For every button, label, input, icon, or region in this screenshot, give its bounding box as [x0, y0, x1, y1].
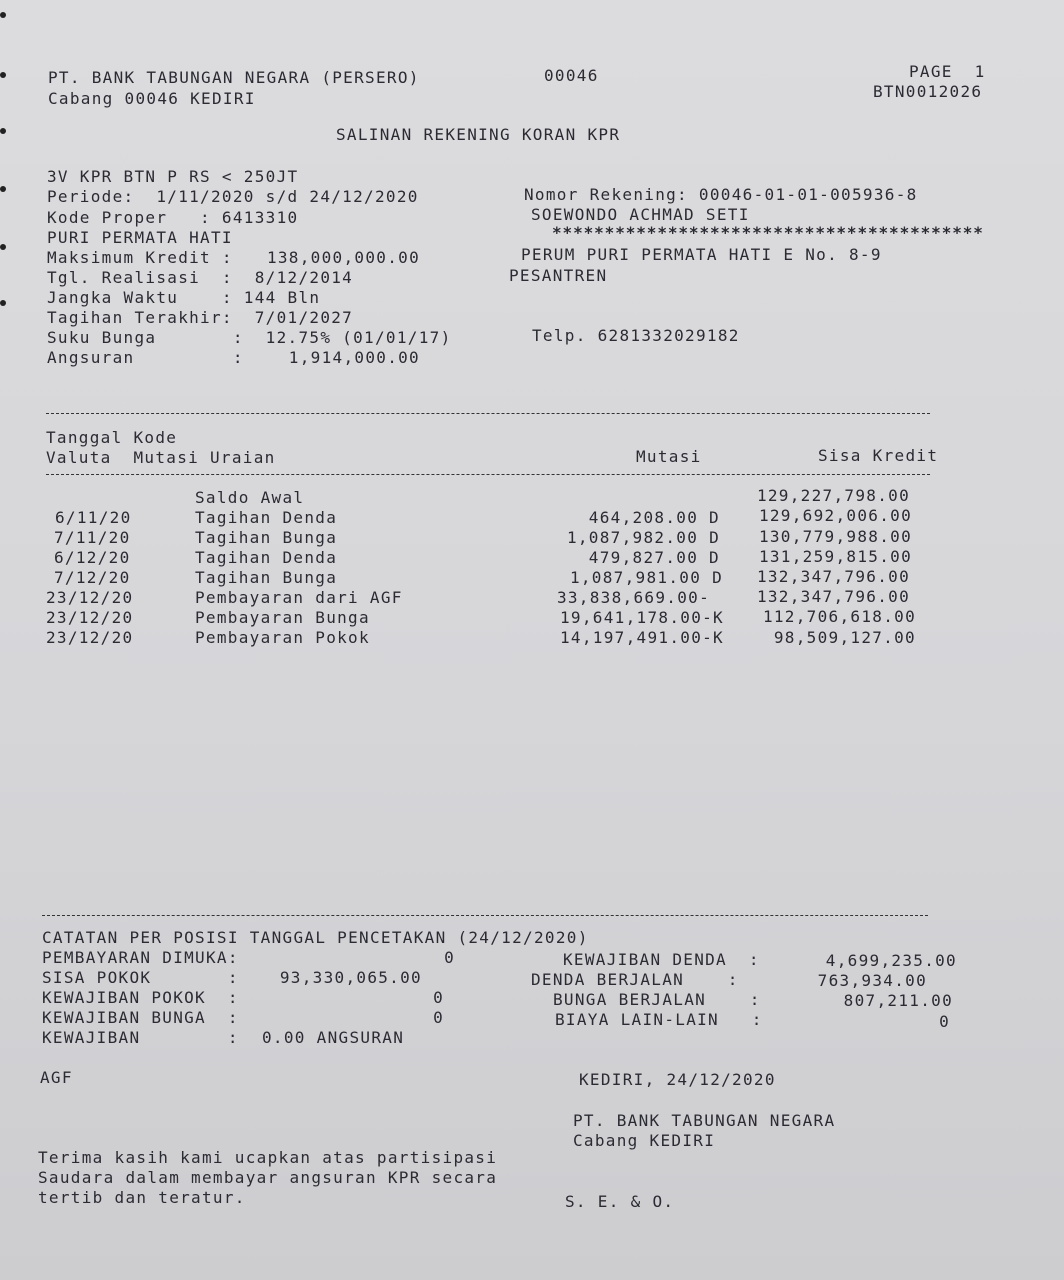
row-sisa-kredit: 132,347,796.00	[756, 567, 910, 586]
project-name: PURI PERMATA HATI	[47, 228, 233, 247]
table-header-mutasi: Mutasi	[636, 447, 702, 466]
row-date: 7/11/20	[54, 528, 131, 547]
row-mutasi: 1,087,981.00 D	[569, 568, 723, 587]
row-date: 6/11/20	[55, 508, 132, 527]
divider-top	[46, 413, 930, 414]
maksimum-kredit-label: Maksimum Kredit :	[47, 248, 233, 267]
denda-berjalan-label: DENDA BERJALAN :	[531, 970, 739, 989]
row-sisa-kredit: 112,706,618.00	[762, 607, 916, 626]
row-date: 7/12/20	[54, 568, 131, 587]
row-sisa-kredit: 130,779,988.00	[758, 527, 912, 546]
biaya-lain-label: BIAYA LAIN-LAIN :	[555, 1010, 763, 1029]
row-description: Saldo Awal	[195, 488, 305, 507]
kewajiban-denda-value: 4,699,235.00	[825, 951, 957, 970]
divider-table-header	[46, 474, 930, 475]
row-sisa-kredit: 131,259,815.00	[758, 547, 912, 566]
bunga-berjalan-label: BUNGA BERJALAN :	[553, 990, 761, 1009]
row-description: Tagihan Bunga	[195, 528, 338, 547]
sisa-pokok-label: SISA POKOK :	[42, 968, 239, 987]
row-description: Tagihan Bunga	[195, 568, 338, 587]
thanks-line-3: tertib dan teratur.	[38, 1188, 246, 1207]
row-mutasi: 479,827.00 D	[588, 548, 720, 567]
row-date: 23/12/20	[46, 588, 134, 607]
page-number: PAGE 1	[909, 62, 986, 81]
customer-phone: Telp. 6281332029182	[532, 326, 740, 345]
branch-name: Cabang 00046 KEDIRI	[48, 89, 256, 108]
bunga-berjalan-value: 807,211.00	[843, 991, 953, 1010]
pembayaran-dimuka-value: 0	[444, 948, 455, 967]
customer-name: SOEWONDO ACHMAD SETI	[531, 205, 750, 224]
star-divider: *****************************************	[552, 223, 984, 242]
kewajiban-label: KEWAJIBAN :	[42, 1028, 239, 1047]
kewajiban-denda-label: KEWAJIBAN DENDA :	[563, 950, 760, 969]
table-header-sisa-kredit: Sisa Kredit	[818, 446, 939, 465]
row-mutasi: 14,197,491.00-K	[560, 628, 724, 647]
row-sisa-kredit: 129,692,006.00	[758, 506, 912, 525]
suku-bunga: Suku Bunga : 12.75% (01/01/17)	[47, 328, 452, 347]
place-date: KEDIRI, 24/12/2020	[579, 1070, 776, 1089]
branch-code: 00046	[544, 66, 599, 85]
kewajiban-pokok-value: 0	[433, 988, 444, 1007]
kewajiban-bunga-value: 0	[433, 1008, 444, 1027]
row-description: Tagihan Denda	[195, 508, 338, 527]
sisa-pokok-value: 93,330,065.00	[279, 968, 422, 987]
row-mutasi: 1,087,982.00 D	[566, 528, 720, 547]
document-title: SALINAN REKENING KORAN KPR	[336, 125, 621, 144]
angsuran-label: Angsuran :	[47, 348, 244, 367]
row-sisa-kredit: 129,227,798.00	[756, 486, 910, 505]
row-mutasi: 19,641,178.00-K	[560, 608, 724, 627]
agf-label: AGF	[40, 1068, 73, 1087]
tagihan-terakhir: Tagihan Terakhir: 7/01/2027	[47, 308, 354, 327]
doc-code: BTN0012026	[873, 82, 983, 101]
row-description: Pembayaran dari AGF	[195, 588, 403, 607]
table-header-valuta: Valuta Mutasi Uraian	[46, 448, 276, 467]
table-header-tanggal: Tanggal Kode	[46, 428, 178, 447]
jangka-waktu: Jangka Waktu : 144 Bln	[47, 288, 321, 307]
row-date: 23/12/20	[46, 628, 134, 647]
tgl-realisasi: Tgl. Realisasi : 8/12/2014	[47, 268, 354, 287]
nomor-rekening: Nomor Rekening: 00046-01-01-005936-8	[524, 185, 918, 204]
row-description: Tagihan Denda	[195, 548, 338, 567]
row-date: 23/12/20	[46, 608, 134, 627]
row-date: 6/12/20	[54, 548, 131, 567]
catatan-heading: CATATAN PER POSISI TANGGAL PENCETAKAN (24/12/2020)	[42, 928, 589, 947]
kewajiban-pokok-label: KEWAJIBAN POKOK :	[42, 988, 239, 1007]
footer-bank-name: PT. BANK TABUNGAN NEGARA	[573, 1111, 836, 1130]
angsuran-value: 1,914,000.00	[288, 348, 420, 367]
kewajiban-bunga-label: KEWAJIBAN BUNGA :	[42, 1008, 239, 1027]
thanks-line-2: Saudara dalam membayar angsuran KPR secara	[38, 1168, 498, 1187]
pembayaran-dimuka-label: PEMBAYARAN DIMUKA:	[42, 948, 239, 967]
row-mutasi: 33,838,669.00-	[556, 588, 710, 607]
maksimum-kredit-value: 138,000,000.00	[266, 248, 420, 267]
biaya-lain-value: 0	[939, 1012, 950, 1031]
product-name: 3V KPR BTN P RS < 250JT	[47, 167, 299, 186]
row-description: Pembayaran Bunga	[195, 608, 370, 627]
footer-branch: Cabang KEDIRI	[573, 1131, 716, 1150]
bank-name: PT. BANK TABUNGAN NEGARA (PERSERO)	[48, 68, 420, 87]
periode: Periode: 1/11/2020 s/d 24/12/2020	[47, 187, 419, 206]
divider-bottom	[42, 915, 928, 916]
row-mutasi: 464,208.00 D	[588, 508, 720, 527]
customer-address-2: PESANTREN	[509, 266, 608, 285]
se-and-o: S. E. & O.	[565, 1192, 675, 1211]
row-sisa-kredit: 98,509,127.00	[773, 628, 916, 647]
thanks-line-1: Terima kasih kami ucapkan atas partisipasi	[38, 1148, 498, 1167]
kewajiban-value: 0.00 ANGSURAN	[262, 1028, 405, 1047]
row-description: Pembayaran Pokok	[195, 628, 370, 647]
kode-proper: Kode Proper : 6413310	[47, 208, 299, 227]
customer-address-1: PERUM PURI PERMATA HATI E No. 8-9	[521, 245, 882, 264]
row-sisa-kredit: 132,347,796.00	[756, 587, 910, 606]
denda-berjalan-value: 763,934.00	[817, 971, 927, 990]
